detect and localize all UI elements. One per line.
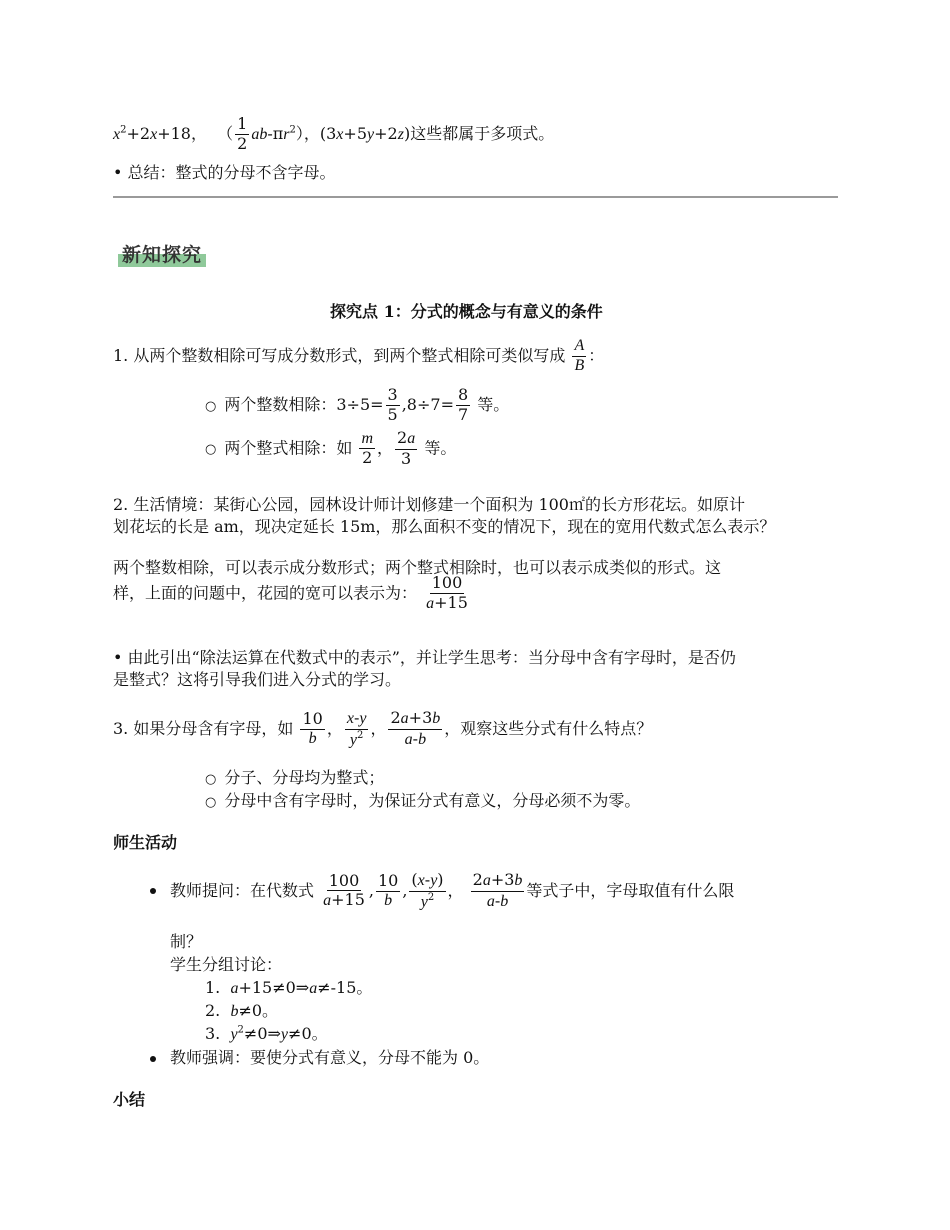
condition-1: 1. a+15≠0⇒a≠-15。 bbox=[205, 978, 373, 997]
teacher-emphasis: 教师强调：要使分式有意义，分母不能为 0。 bbox=[150, 1045, 489, 1068]
group-discussion-label: 学生分组讨论： bbox=[170, 955, 283, 974]
summary-line: • 总结：整式的分母不含字母。 bbox=[113, 163, 336, 182]
para3-line1: 两个整数相除，可以表示成分数形式；两个整式相除时，也可以表示成类似的形式。这 bbox=[113, 558, 722, 577]
fraction-a-over-b: $\frac{A}{B}$ bbox=[574, 337, 585, 374]
activity-title: 师生活动 bbox=[113, 833, 178, 852]
teacher-question-line2: 制？ bbox=[170, 932, 203, 951]
para4-line1: • 由此引出“除法运算在代数式中的表示”，并让学生思考：当分母中含有字母时，是否仍 bbox=[113, 648, 736, 667]
summary-title: 小结 bbox=[113, 1090, 146, 1109]
poly-tail: 这些都属于多项式。 bbox=[410, 123, 555, 143]
fraction-100-over-a-plus-15: $\frac{100}{a+15}$ bbox=[426, 573, 468, 612]
item3-sub1: ○ 分子、分母均为整式； bbox=[205, 768, 385, 787]
condition-2: 2. b≠0。 bbox=[205, 1001, 279, 1020]
item2-line2: 划花坛的长是 am，现决定延长 15m，那么面积不变的情况下，现在的宽用代数式怎么表示？ bbox=[113, 517, 776, 536]
item1-text: 1. 从两个整数相除可写成分数形式，到两个整式相除可类似写成 bbox=[113, 345, 566, 365]
point1-title: 探究点 1：分式的概念与有意义的条件 bbox=[330, 302, 603, 321]
item1-sub2: ○ 两个整式相除：如 $\frac{m}{2}$ ， $\frac{2a}{3}$ 等。 bbox=[205, 428, 457, 468]
item3-sub2: ○ 分母中含有字母时，为保证分式有意义，分母必须不为零。 bbox=[205, 791, 641, 810]
circle-bullet-icon: ○ bbox=[205, 795, 217, 810]
section-tag bbox=[118, 240, 206, 268]
item1-line: 1. 从两个整数相除可写成分数形式，到两个整式相除可类似写成 $\frac{A}{B}$ ： bbox=[113, 337, 605, 374]
section-tag-label: 新知探究 bbox=[122, 244, 203, 266]
condition-3: 3. $y^2\ne 0\Rightarrow y\ne 0$。 bbox=[205, 1024, 328, 1043]
circle-bullet-icon: ○ bbox=[205, 772, 217, 787]
polynomial-examples-line: $x^2+2x+18$， （ $\frac{1}{2}$ $ab-\pi r^2$），(3x+5y+2z)这些都属于多项式。 bbox=[113, 114, 555, 153]
item1-sub1: ○ 两个整数相除：3÷5= $\frac{3}{5}$ ,8÷7= $\frac{8}{7}$ 等。 bbox=[205, 385, 510, 424]
item3-line: 3. 如果分母含有字母，如 $\frac{10}{b}$ ， $\frac{x-y}{y^2}$ ， $\frac{2a+3b}{a-b}$ ，观察这些分式有什么特点？ bbox=[113, 708, 653, 749]
circle-bullet-icon: ○ bbox=[205, 442, 217, 458]
teacher-question-line: 教师提问：在代数式 $\frac{100}{a+15}$ , $\frac{10}{b}$ , $\frac{(x-y)}{y^2}$ ， $\frac{2a+3b}{a-b}$ 等式子中，字母取值有什么限 bbox=[150, 872, 734, 911]
bullet-dot-icon bbox=[150, 888, 156, 894]
para3-line2: 样，上面的问题中，花园的宽可以表示为： $\frac{100}{a+15}$ bbox=[113, 573, 468, 612]
para4-line2: 是整式？这将引导我们进入分式的学习。 bbox=[113, 670, 402, 689]
section-divider bbox=[113, 196, 838, 198]
item2-line1: 2. 生活情境：某街心公园，园林设计师计划修建一个面积为 100㎡的长方形花坛。如原计 bbox=[113, 495, 745, 514]
bullet-dot-icon bbox=[150, 1056, 156, 1062]
circle-bullet-icon: ○ bbox=[205, 398, 217, 414]
